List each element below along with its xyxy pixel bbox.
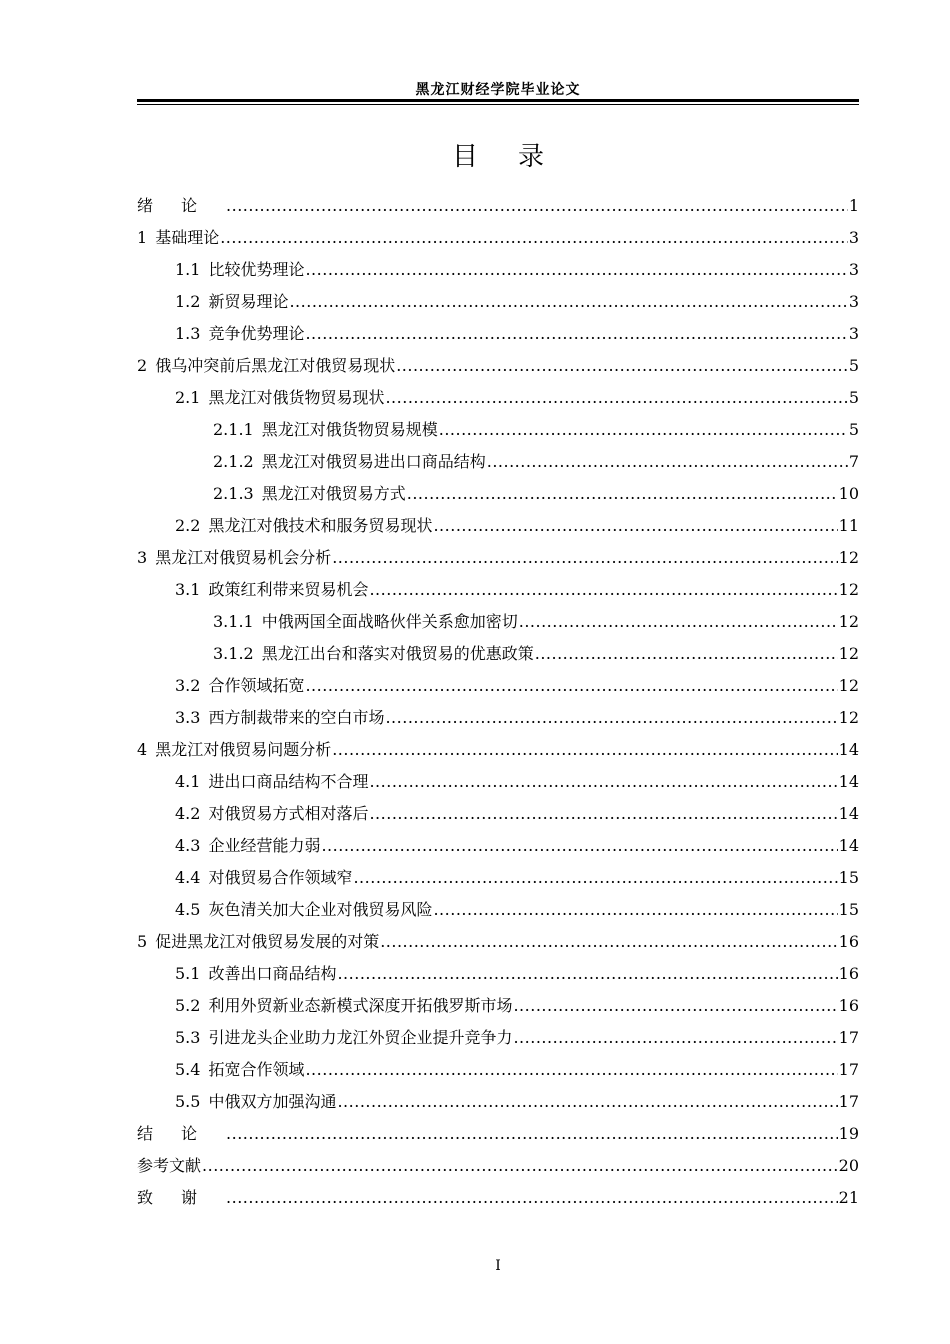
toc-leader-dots — [369, 766, 837, 798]
toc-entry-label: 改善出口商品结构 — [208, 964, 337, 983]
toc-entry-page: 12 — [838, 548, 859, 567]
toc-entry[interactable] — [175, 254, 859, 286]
toc-entry-label: 黑龙江对俄贸易机会分析 — [155, 548, 332, 567]
toc-entry-number: 4.3 — [175, 836, 201, 855]
toc-entry-page: 3 — [848, 260, 859, 279]
page-number: I — [495, 1258, 501, 1274]
toc-entry-label: 进出口商品结构不合理 — [208, 772, 369, 791]
toc-leader-dots — [439, 414, 848, 446]
toc-leader-dots — [226, 1182, 838, 1214]
toc-leader-dots — [305, 1054, 837, 1086]
toc-entry[interactable] — [175, 798, 859, 830]
toc-entry[interactable] — [175, 574, 859, 606]
toc-leader-dots — [385, 382, 847, 414]
toc-entry-page: 15 — [838, 868, 859, 887]
toc-entry-page: 20 — [838, 1156, 859, 1175]
toc-leader-dots — [396, 350, 848, 382]
toc-entry-label: 对俄贸易合作领域窄 — [208, 868, 353, 887]
toc-entry-page: 5 — [848, 388, 859, 407]
toc-entry[interactable] — [213, 478, 859, 510]
toc-entry-number: 4.1 — [175, 772, 201, 791]
toc-leader-dots — [353, 862, 837, 894]
toc-entry-number: 3.1.2 — [213, 644, 254, 663]
toc-entry[interactable] — [213, 446, 859, 478]
toc-entry-label: 引进龙头企业助力龙江外贸企业提升竞争力 — [208, 1028, 513, 1047]
toc-entry-label: 灰色清关加大企业对俄贸易风险 — [208, 900, 433, 919]
toc-entry-label: 比较优势理论 — [208, 260, 305, 279]
toc-entry-page: 10 — [838, 484, 859, 503]
toc-leader-dots — [369, 798, 837, 830]
toc-entry-page: 14 — [838, 740, 859, 759]
toc-entry[interactable] — [175, 1086, 859, 1118]
toc-entry-label: 绪论 — [137, 196, 226, 215]
toc-entry-label: 结论 — [137, 1124, 226, 1143]
toc-entry[interactable] — [213, 638, 859, 670]
toc-entry-page: 16 — [838, 932, 859, 951]
toc-entry-number: 5.2 — [175, 996, 201, 1015]
toc-entry-page: 12 — [838, 708, 859, 727]
toc-entry-label: 黑龙江对俄贸易进出口商品结构 — [261, 452, 486, 471]
toc-leader-dots — [305, 318, 847, 350]
toc-entry-page: 14 — [838, 836, 859, 855]
toc-entry[interactable] — [175, 894, 859, 926]
toc-entry-page: 3 — [848, 228, 859, 247]
toc-entry[interactable] — [137, 222, 859, 254]
toc-entry-number: 1.2 — [175, 292, 201, 311]
toc-entry[interactable] — [213, 414, 859, 446]
toc-entry-page: 12 — [838, 644, 859, 663]
toc-entry-page: 12 — [838, 612, 859, 631]
toc-entry-page: 17 — [838, 1028, 859, 1047]
toc-entry[interactable] — [175, 286, 859, 318]
toc-leader-dots — [433, 894, 837, 926]
toc-entry[interactable] — [175, 958, 859, 990]
toc-entry-number: 1 — [137, 228, 148, 247]
toc-leader-dots — [385, 702, 837, 734]
toc-entry[interactable] — [175, 766, 859, 798]
toc-leader-dots — [321, 830, 837, 862]
toc-entry-page: 5 — [848, 356, 859, 375]
toc-entry[interactable] — [137, 1182, 859, 1214]
toc-entry-label: 企业经营能力弱 — [208, 836, 321, 855]
toc-entry-number: 3.3 — [175, 708, 201, 727]
toc-entry-page: 19 — [838, 1124, 859, 1143]
toc-leader-dots — [305, 254, 847, 286]
toc-entry-number: 5.1 — [175, 964, 201, 983]
toc-entry-number: 5.3 — [175, 1028, 201, 1047]
toc-leader-dots — [487, 446, 848, 478]
toc-entry[interactable] — [175, 990, 859, 1022]
toc-entry-page: 11 — [838, 516, 859, 535]
toc-leader-dots — [226, 1118, 838, 1150]
toc-leader-dots — [337, 1086, 837, 1118]
header-rule-thick — [137, 99, 859, 102]
toc-leader-dots — [513, 1022, 837, 1054]
toc-entry[interactable] — [137, 350, 859, 382]
toc-entry-label: 利用外贸新业态新模式深度开拓俄罗斯市场 — [208, 996, 513, 1015]
toc-title: 目录 — [451, 142, 584, 172]
toc-entry-page: 15 — [838, 900, 859, 919]
toc-entry-number: 4.4 — [175, 868, 201, 887]
toc-entry-number: 2.1 — [175, 388, 201, 407]
toc-entry-number: 1.1 — [175, 260, 201, 279]
toc-entry-page: 7 — [848, 452, 859, 471]
toc-entry-page: 14 — [838, 804, 859, 823]
toc-leader-dots — [332, 734, 837, 766]
toc-leader-dots — [369, 574, 837, 606]
toc-entry-label: 致谢 — [137, 1188, 226, 1207]
toc-leader-dots — [202, 1150, 838, 1182]
toc-entry-label: 俄乌冲突前后黑龙江对俄贸易现状 — [155, 356, 396, 375]
toc-leader-dots — [289, 286, 847, 318]
toc-entry[interactable] — [175, 830, 859, 862]
toc-entry[interactable] — [175, 862, 859, 894]
toc-entry[interactable] — [137, 1118, 859, 1150]
toc-entry-number: 5.4 — [175, 1060, 201, 1079]
toc-entry-page: 14 — [838, 772, 859, 791]
toc-entry-label: 促进黑龙江对俄贸易发展的对策 — [155, 932, 380, 951]
toc-entry-label: 黑龙江对俄货物贸易规模 — [261, 420, 438, 439]
toc-leader-dots — [380, 926, 837, 958]
toc-entry-label: 新贸易理论 — [208, 292, 289, 311]
toc-entry-page: 5 — [848, 420, 859, 439]
toc-leader-dots — [433, 510, 837, 542]
toc-entry-label: 合作领域拓宽 — [208, 676, 305, 695]
toc-entry-label: 竞争优势理论 — [208, 324, 305, 343]
toc-entry-number: 3.1.1 — [213, 612, 254, 631]
toc-leader-dots — [519, 606, 838, 638]
toc-entry-number: 4 — [137, 740, 148, 759]
toc-entry-number: 1.3 — [175, 324, 201, 343]
toc-leader-dots — [407, 478, 838, 510]
toc-entry-page: 12 — [838, 676, 859, 695]
toc-entry-number: 2.1.2 — [213, 452, 254, 471]
toc-entry-page: 17 — [838, 1092, 859, 1111]
toc-entry-number: 2.2 — [175, 516, 201, 535]
toc-entry[interactable] — [137, 1150, 859, 1182]
toc-entry-number: 3.1 — [175, 580, 201, 599]
toc-entry[interactable] — [137, 926, 859, 958]
toc-leader-dots — [332, 542, 837, 574]
toc-entry-page: 3 — [848, 324, 859, 343]
toc-entry-label: 西方制裁带来的空白市场 — [208, 708, 385, 727]
toc-entry-page: 1 — [848, 196, 859, 215]
toc-entry[interactable] — [137, 190, 859, 222]
header-rule-thin — [137, 104, 859, 105]
toc-leader-dots — [535, 638, 838, 670]
toc-entry-page: 12 — [838, 580, 859, 599]
toc-entry-number: 3.2 — [175, 676, 201, 695]
toc-leader-dots — [226, 190, 848, 222]
toc-entry-number: 3 — [137, 548, 148, 567]
toc-entry[interactable] — [213, 606, 859, 638]
toc-entry-number: 4.2 — [175, 804, 201, 823]
toc-entry-label: 政策红利带来贸易机会 — [208, 580, 369, 599]
toc-entry-number: 4.5 — [175, 900, 201, 919]
toc-entry[interactable] — [175, 1054, 859, 1086]
toc-entry-label: 黑龙江对俄贸易问题分析 — [155, 740, 332, 759]
toc-entry[interactable] — [137, 542, 859, 574]
toc-entry-number: 2.1.3 — [213, 484, 254, 503]
toc-entry-page: 17 — [838, 1060, 859, 1079]
toc-entry-label: 拓宽合作领域 — [208, 1060, 305, 1079]
running-header: 黑龙江财经学院毕业论文 — [415, 82, 581, 98]
toc-entry-number: 2 — [137, 356, 148, 375]
toc-entry[interactable] — [137, 734, 859, 766]
toc-entry[interactable] — [175, 318, 859, 350]
toc-entry[interactable] — [175, 702, 859, 734]
toc-entry-label: 黑龙江对俄技术和服务贸易现状 — [208, 516, 433, 535]
toc-leader-dots — [305, 670, 837, 702]
toc-entry-label: 基础理论 — [155, 228, 220, 247]
toc-entry-number: 2.1.1 — [213, 420, 254, 439]
toc-entry-page: 16 — [838, 964, 859, 983]
toc-entry-label: 黑龙江对俄货物贸易现状 — [208, 388, 385, 407]
toc-entry-label: 黑龙江对俄贸易方式 — [261, 484, 406, 503]
toc-entry-label: 参考文献 — [137, 1156, 202, 1175]
toc-leader-dots — [220, 222, 848, 254]
toc-leader-dots — [513, 990, 837, 1022]
toc-entry[interactable] — [175, 382, 859, 414]
toc-entry-label: 黑龙江出台和落实对俄贸易的优惠政策 — [261, 644, 534, 663]
toc-entry-number: 5 — [137, 932, 148, 951]
toc-entry-page: 21 — [838, 1188, 859, 1207]
toc-leader-dots — [337, 958, 837, 990]
toc-entry-label: 中俄双方加强沟通 — [208, 1092, 337, 1111]
toc-entry-label: 对俄贸易方式相对落后 — [208, 804, 369, 823]
toc-entry-label: 中俄两国全面战略伙伴关系愈加密切 — [261, 612, 518, 631]
toc-entry[interactable] — [175, 1022, 859, 1054]
toc-entry[interactable] — [175, 670, 859, 702]
toc-entry-number: 5.5 — [175, 1092, 201, 1111]
toc-entry-page: 3 — [848, 292, 859, 311]
toc-entry[interactable] — [175, 510, 859, 542]
toc-entry-page: 16 — [838, 996, 859, 1015]
